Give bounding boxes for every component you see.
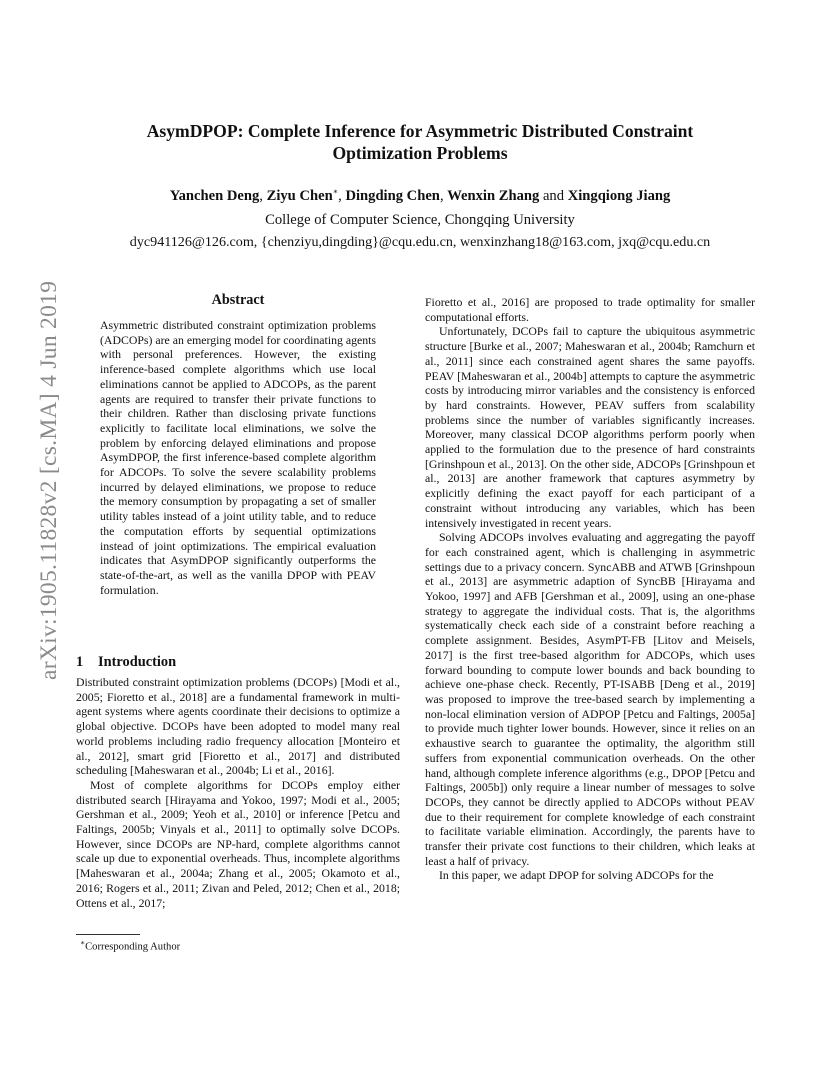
footnote-text: Corresponding Author — [85, 941, 181, 953]
paragraph: Solving ADCOPs involves evaluating and aggregating the payoff for each constrained agent, which is challenging in asymmetric settings due to a privacy concern. SyncABB and ATWB [Grinshpoun et al., 2013] are asymmetric adaption of SyncBB [Hirayama and Yokoo, 1997] and AFB [Gershman et al., 2009], using an one-phase strategy to aggregate the individual costs. That is, the algorithms systematically check each side of a constraint before reaching a complete assignment. Besides, AsymPT-FB [Litov and Meisels, 2017] is the first tree-based algorithm for ADCOPs, which uses forward bounding to compute lower bounds and back bounding to achieve one-phase check. Recently, PT-ISABB [Deng et al., 2019] was proposed to improve the tree-based search by implementing a non-local elimination version of ADPOP [Petcu and Faltings, 2005a] to provide much tighter lower bounds. However, since it relies on an exhaustive search to guarantee the optimality, the algorithm still suffers from exponential communication overheads. On the other hand, although complete inference algorithms (e.g., DPOP [Petcu and Faltings, 2005b]) only require a linear number of messages to solve DCOPs, they cannot be directly applied to ADCOPs without PEAV due to their requirement for complete knowledge of each constraint to facilitate variable elimination. Accordingly, the parents have to transfer their private cost functions to their children, which leaks at least a half of privacy. — [425, 530, 755, 868]
footnote-mark: ∗ — [80, 938, 86, 947]
affiliation: College of Computer Science, Chongqing University — [265, 212, 575, 228]
corresponding-author-mark: ∗ — [332, 187, 339, 196]
section-title: Introduction — [98, 654, 177, 670]
author-2: Ziyu Chen — [266, 187, 333, 204]
footnote — [80, 938, 180, 953]
paragraph: Unfortunately, DCOPs fail to capture the ubiquitous asymmetric structure [Burke et al., 2007; Maheswaran et al., 2004b; Ramchurn et al., 2011] since each constrained agent shares the same payoffs. PEAV [Maheswaran et al., 2004b] attempts to capture the asymmetric costs by introducing mirror variables and the consistency is enforced by hard constraints. However, PEAV suffers from scalability problems since the number of variables significantly increases. Moreover, many classical DCOP algorithms perform poorly when applied to the formulation due to the presence of hard constraints [Grinshpoun et al., 2013]. On the other side, ADCOPs [Grinshpoun et al., 2013] are another framework that captures asymmetry by explicitly defining the exact payoff for each participant of a constraint without introducing any variables, which has been intensively investigated in recent years. — [425, 324, 755, 530]
paragraph: Fioretto et al., 2016] are proposed to trade optimality for smaller computational efforts. — [425, 295, 755, 324]
author-4: Wenxin Zhang — [447, 187, 540, 204]
section-1-heading — [76, 654, 176, 671]
author-1: Yanchen Deng — [169, 187, 260, 204]
paragraph: Distributed constraint optimization problems (DCOPs) [Modi et al., 2005; Fioretto et al., 2018] are a fundamental framework in multi-agent systems where agents coordinate their decisions to optimize a global objective. DCOPs have been adopted to model many real world problems including radio frequency allocation [Monteiro et al., 2012], smart grid [Fioretto et al., 2017] and distributed scheduling [Maheswaran et al., 2004b; Li et al., 2016]. — [76, 675, 400, 778]
arxiv-identifier-stamp: arXiv:1905.11828v2 [cs.MA] 4 Jun 2019 — [36, 280, 62, 680]
paragraph: In this paper, we adapt DPOP for solving ADCOPs for the — [439, 868, 714, 883]
abstract-text: Asymmetric distributed constraint optimization problems (ADCOPs) are an emerging model for coordinating agents with personal preferences. However, the existing inference-based complete algorithms which use local eliminations cannot be applied to ADCOPs, as the parent agents are required to transfer their private functions to their children. Rather than disclosing private functions explicitly to facilitate local eliminations, we solve the problem by enforcing delayed eliminations and propose AsymDPOP, the first inference-based complete algorithm for ADCOPs. To solve the severe scalability problems incurred by delayed eliminations, we propose to reduce the memory consumption by propagating a set of smaller utility tables instead of a joint utility table, and to reduce the computation efforts by sequential optimizations instead of joint optimizations. The empirical evaluation indicates that AsymDPOP significantly outperforms the state-of-the-art, as well as the vanilla DPOP with PEAV formulation. — [100, 318, 376, 597]
footnote-rule — [76, 934, 140, 935]
paper-title — [70, 120, 770, 164]
abstract-heading: Abstract — [211, 292, 265, 308]
title-line-1: AsymDPOP: Complete Inference for Asymmetric Distributed Constraint — [146, 121, 694, 141]
abstract-body — [100, 318, 376, 597]
author-list: Yanchen Deng, Ziyu Chen∗, Dingding Chen, Wenxin Zhang and Xingqiong Jiang — [169, 187, 671, 204]
left-column-body — [76, 675, 400, 910]
author-3: Dingding Chen — [345, 187, 440, 204]
author-5: Xingqiong Jiang — [567, 187, 671, 204]
author-emails: dyc941126@126.com, {chenziyu,dingding}@cqu.edu.cn, wenxinzhang18@163.com, jxq@cqu.edu.cn — [129, 234, 711, 250]
right-column-body — [425, 295, 755, 883]
paragraph: Most of complete algorithms for DCOPs employ either distributed search [Hirayama and Yokoo, 1997; Modi et al., 2005; Gershman et al., 2009; Yeoh et al., 2010] or inference [Petcu and Faltings, 2005b; Vinyals et al., 2011] to optimally solve DCOPs. However, since DCOPs are NP-hard, complete algorithms cannot scale up due to exponential overheads. Thus, incomplete algorithms [Maheswaran et al., 2004a; Zhang et al., 2005; Okamoto et al., 2016; Rogers et al., 2011; Zivan and Peled, 2012; Chen et al., 2018; Ottens et al., 2017; — [76, 777, 400, 910]
author-conjunction: and — [542, 187, 565, 204]
title-line-2: Optimization Problems — [332, 143, 508, 163]
section-number: 1 — [76, 654, 84, 670]
